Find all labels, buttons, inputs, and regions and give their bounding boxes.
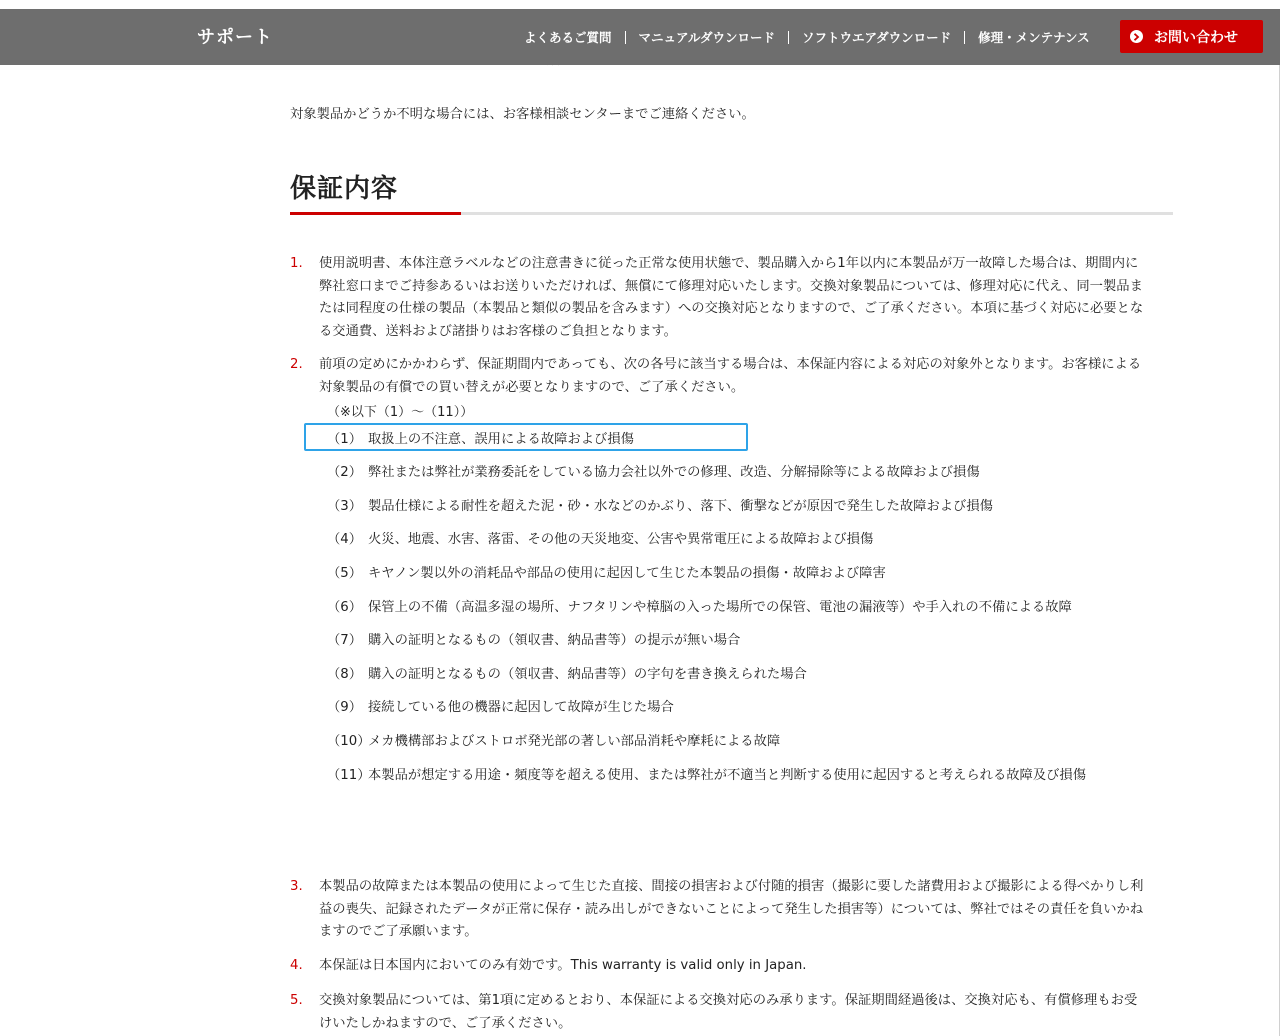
chevron-right-icon (1130, 30, 1143, 43)
exclusion-item: （9） 接続している他の機器に起因して故障が生じた場合 (327, 700, 674, 715)
list-item-number: 4. (290, 958, 303, 973)
list-item-text: 前項の定めにかかわらず、保証期間内であっても、次の各号に該当する場合は、本保証内容による対応の対象外となります。お客様による 対象製品の有償での買い替えが必要となりますので、ご了承ください。 (319, 357, 1142, 395)
nav-divider (625, 31, 626, 44)
nav-divider (964, 31, 965, 44)
exclusion-item: （1） 取扱上の不注意、誤用による故障および損傷 (327, 432, 634, 447)
exclusion-item: （6） 保管上の不備（高温多湿の場所、ナフタリンや樟脳の入った場所での保管、電池の漏液等）や手入れの不備による故障 (327, 600, 1072, 615)
section-title-accent (290, 212, 461, 215)
contact-button-label: お問い合わせ (1154, 29, 1238, 46)
exclusion-item: （4） 火災、地震、水害、落雷、その他の天災地変、公害や異常電圧による故障および損傷 (327, 532, 874, 547)
nav-software-download[interactable]: ソフトウエアダウンロード (802, 30, 952, 45)
nav-faq[interactable]: よくあるご質問 (524, 30, 612, 45)
list-item-text: 交換対象製品については、第1項に定めるとおり、本保証による交換対応のみ承ります。保証期間経過後は、交換対応も、有償修理もお受 けいたしかねますので、ご了承ください。 (319, 993, 1138, 1031)
intro-text: 対象製品かどうか不明な場合には、お客様相談センターまでご連絡ください。 (290, 107, 755, 122)
section-title-underline (290, 212, 1173, 215)
list-item-number: 3. (290, 879, 303, 894)
list-item-number: 5. (290, 993, 303, 1008)
section-title: 保証内容 (290, 174, 399, 204)
list-item-text: 本保証は日本国内においてのみ有効です。This warranty is valid only in Japan. (319, 958, 807, 973)
list-item-number: 2. (290, 357, 303, 372)
exclusion-item: （7） 購入の証明となるもの（領収書、納品書等）の提示が無い場合 (327, 633, 741, 648)
list-item-number: 1. (290, 256, 303, 271)
brand-title[interactable]: サポート (197, 27, 273, 48)
nav-repair-maintenance[interactable]: 修理・メンテナンス (978, 30, 1090, 45)
exclusion-item: （2） 弊社または弊社が業務委託をしている協力会社以外での修理、改造、分解掃除等による故障および損傷 (327, 465, 980, 480)
exclusion-item: （11）本製品が想定する用途・頻度等を超える使用、または弊社が不適当と判断する使用に起因すると考えられる故障及び損傷 (327, 768, 1087, 783)
top-strip (0, 0, 1280, 9)
list-item-text: 本製品の故障または本製品の使用によって生じた直接、間接の損害および付随的損害（撮影に要した諸費用および撮影による得べかりし利 益の喪失、記録されたデータが正常に保存・読み出しができないことによって発生した損害等）については、弊社ではその責任を負いかね ますのでご了承願います。 (319, 879, 1144, 939)
exclusion-item: （8） 購入の証明となるもの（領収書、納品書等）の字句を書き換えられた場合 (327, 667, 807, 682)
site-header (0, 9, 1280, 65)
header-nav (524, 28, 1090, 46)
exclusion-item: （10）メカ機構部およびストロボ発光部の著しい部品消耗や摩耗による故障 (327, 734, 781, 749)
contact-button[interactable] (1120, 20, 1263, 53)
exclusion-item: （3） 製品仕様による耐性を超えた泥・砂・水などのかぶり、落下、衝撃などが原因で発生した故障および損傷 (327, 499, 993, 514)
exclusion-note: （※以下（1）～（11）） (327, 405, 474, 420)
nav-manual-download[interactable]: マニュアルダウンロード (638, 30, 776, 45)
list-item-text: 使用説明書、本体注意ラベルなどの注意書きに従った正常な使用状態で、製品購入から1年以内に本製品が万一故障した場合は、期間内に 弊社窓口までご持参あるいはお送りいただければ、無償にて修理対応いたします。交換対象製品については、修理対応に代え、同一製品ま たは同程度の仕様の製品（本製品と類似の製品を含みます）への交換対応となりますので、ご了承ください。本項に基づく対応に必要とな る交通費、送料および諸掛りはお客様のご負担となります。 (319, 256, 1144, 339)
nav-divider (788, 31, 789, 44)
exclusion-item: （5） キヤノン製以外の消耗品や部品の使用に起因して生じた本製品の損傷・故障および障害 (327, 566, 886, 581)
